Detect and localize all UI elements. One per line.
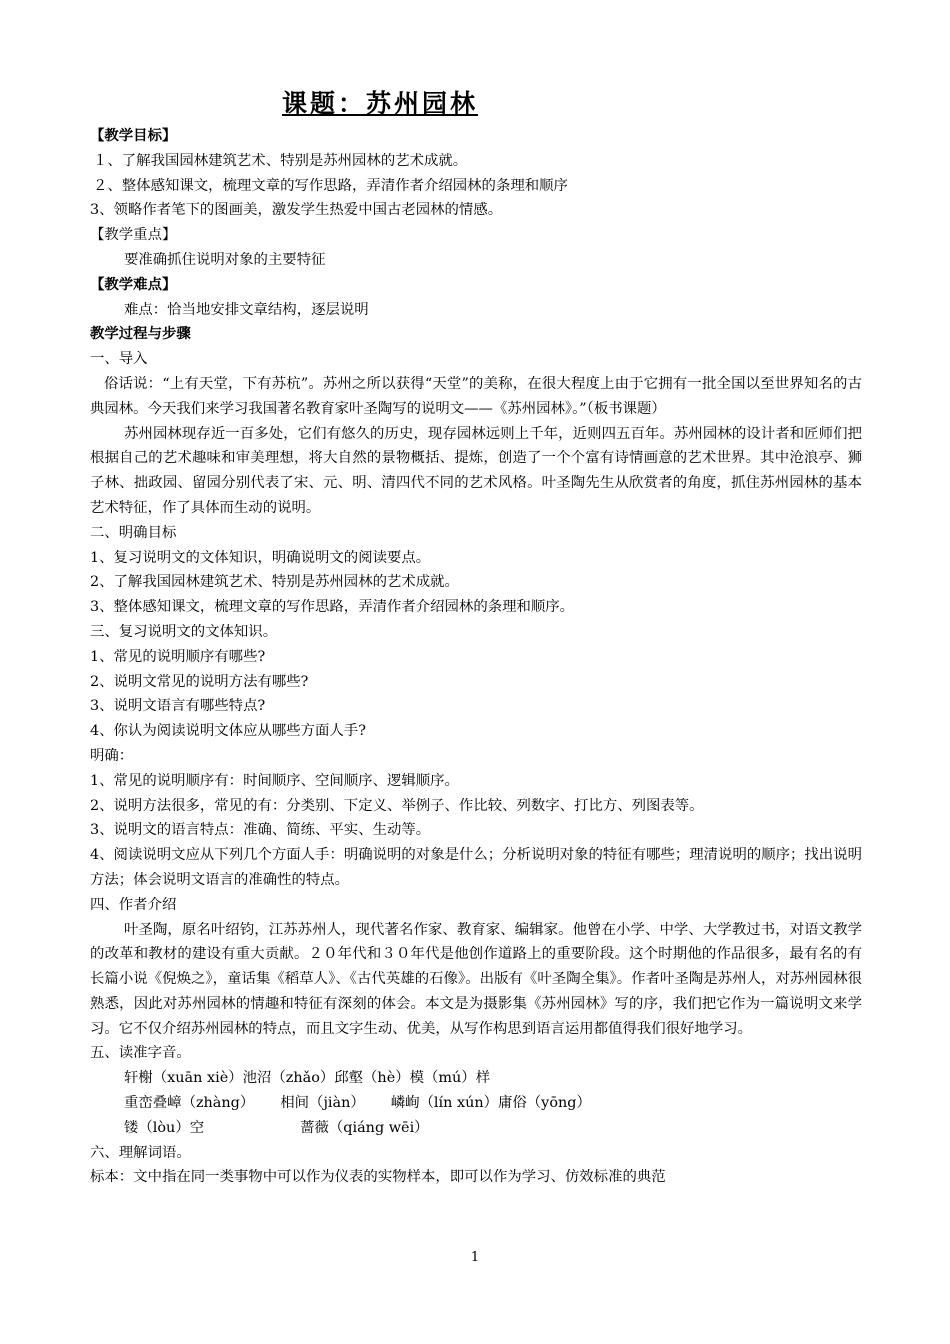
document-body <box>90 124 862 1190</box>
vocabulary-item: 标本：文中指在同一类事物中可以作为仪表的实物样本，即可以作为学习、仿效标准的典范 <box>90 1169 666 1186</box>
section-heading: 六、理解词语。 <box>90 1144 191 1161</box>
focus-text: 要准确抓住说明对象的主要特征 <box>124 251 326 268</box>
question-item: 3、说明文语言有哪些特点? <box>90 698 266 715</box>
section-heading: 一、导入 <box>90 351 148 368</box>
answer-item: 1、常见的说明顺序有：时间顺序、空间顺序、逻辑顺序。 <box>90 772 459 789</box>
section-heading: 五、读准字音。 <box>90 1045 191 1062</box>
pronunciation-line: 轩榭（xuān xiè）池沼（zhǎo）邱壑（hè）模（mú）样 <box>124 1070 491 1087</box>
intro-paragraph: 俗话说：“上有天堂，下有苏杭”。苏州之所以获得“天堂”的美称，在很大程度上由于它拥有一批全国以至世界知名的古典园林。今天我们来学习我国著名教育家叶圣陶写的说明文——《苏州园林》。”（板书课题） <box>90 375 862 417</box>
goal-item: １、了解我国园林建筑艺术、特别是苏州园林的艺术成就。 <box>93 152 468 169</box>
question-item: 4、你认为阅读说明文体应从哪些方面人手? <box>90 723 366 740</box>
process-heading: 教学过程与步骤 <box>90 325 191 343</box>
pronunciation-word: 重峦叠嶂（zhàng） <box>124 1095 255 1112</box>
focus-heading: 【教学重点】 <box>90 227 177 244</box>
lesson-title-text: 课题：苏州园林 <box>281 89 478 118</box>
answer-item: 2、说明方法很多，常见的有：分类别、下定义、举例子、作比较、列数字、打比方、列图表等。 <box>90 797 704 814</box>
objective-item: 1、复习说明文的文体知识，明确说明文的阅读要点。 <box>90 549 431 566</box>
goal-item: 3、领略作者笔下的图画美，激发学生热爱中国古老园林的情感。 <box>90 202 503 219</box>
objective-item: 3、整体感知课文，梳理文章的写作思路，弄清作者介绍园林的条理和顺序。 <box>90 599 575 616</box>
intro-paragraph: 苏州园林现存近一百多处，它们有悠久的历史，现存园林远则上千年，近则四五百年。苏州园林的设计者和匠师们把根据自己的艺术趣味和审美理想，将大自然的景物概括、提炼，创造了一个个富有诗情画意的艺术世界。其中沧浪亭、狮子林、拙政园、留园分别代表了宋、元、明、清四代不同的艺术风格。叶圣陶先生从欣赏者的角度，抓住苏州园林的基本艺术特征，作了具体而生动的说明。 <box>90 425 862 516</box>
question-item: 2、说明文常见的说明方法有哪些? <box>90 673 309 690</box>
author-paragraph: 叶圣陶，原名叶绍钧，江苏苏州人，现代著名作家、教育家、编辑家。他曾在小学、中学、大学教过书，对语文教学的改革和教材的建设有重大贡献。２０年代和３０年代是他创作道路上的重要阶段。这个时期他的作品很多，最有名的有长篇小说《倪焕之》，童话集《稻草人》、《古代英雄的石像》。出版有《叶圣陶全集》。作者叶圣陶是苏州人，对苏州园林很熟悉，因此对苏州园林的情趣和特征有深刻的体会。本文是为摄影集《苏州园林》写的序，我们把它作为一篇说明文来学习。它不仅介绍苏州园林的特点，而且文字生动、优美，从写作构思到语言运用都值得我们很好地学习。 <box>90 921 862 1037</box>
goals-heading: 【教学目标】 <box>90 127 177 144</box>
lesson-title <box>0 86 950 122</box>
difficulty-heading: 【教学难点】 <box>90 275 177 293</box>
clarify-label: 明确： <box>90 747 134 764</box>
pronunciation-line <box>90 1091 862 1116</box>
section-heading: 四、作者介绍 <box>90 896 177 913</box>
pronunciation-word: 镂（lòu）空 <box>124 1119 205 1136</box>
answer-item: 3、说明文的语言特点：准确、简练、平实、生动等。 <box>90 822 431 839</box>
section-heading: 三、复习说明文的文体知识。 <box>90 623 278 640</box>
pronunciation-word: 相间（jiàn） <box>280 1095 365 1112</box>
pronunciation-word: 蔷薇（qiáng wēi） <box>300 1119 429 1136</box>
goal-item: ２、整体感知课文，梳理文章的写作思路，弄清作者介绍园林的条理和顺序 <box>93 177 568 194</box>
difficulty-text: 难点：恰当地安排文章结构，逐层说明 <box>124 301 369 318</box>
page-number: 1 <box>470 1250 480 1265</box>
section-heading: 二、明确目标 <box>90 524 177 541</box>
answer-item: 4、阅读说明文应从下列几个方面人手：明确说明的对象是什么；分析说明对象的特征有哪些；理清说明的顺序；找出说明方法；体会说明文语言的准确性的特点。 <box>90 847 862 888</box>
pronunciation-word: 嶙峋（lín xún）庸俗（yōng） <box>390 1095 591 1112</box>
objective-item: 2、了解我国园林建筑艺术、特别是苏州园林的艺术成就。 <box>90 574 459 591</box>
pronunciation-line <box>90 1116 862 1141</box>
question-item: 1、常见的说明顺序有哪些? <box>90 648 266 665</box>
